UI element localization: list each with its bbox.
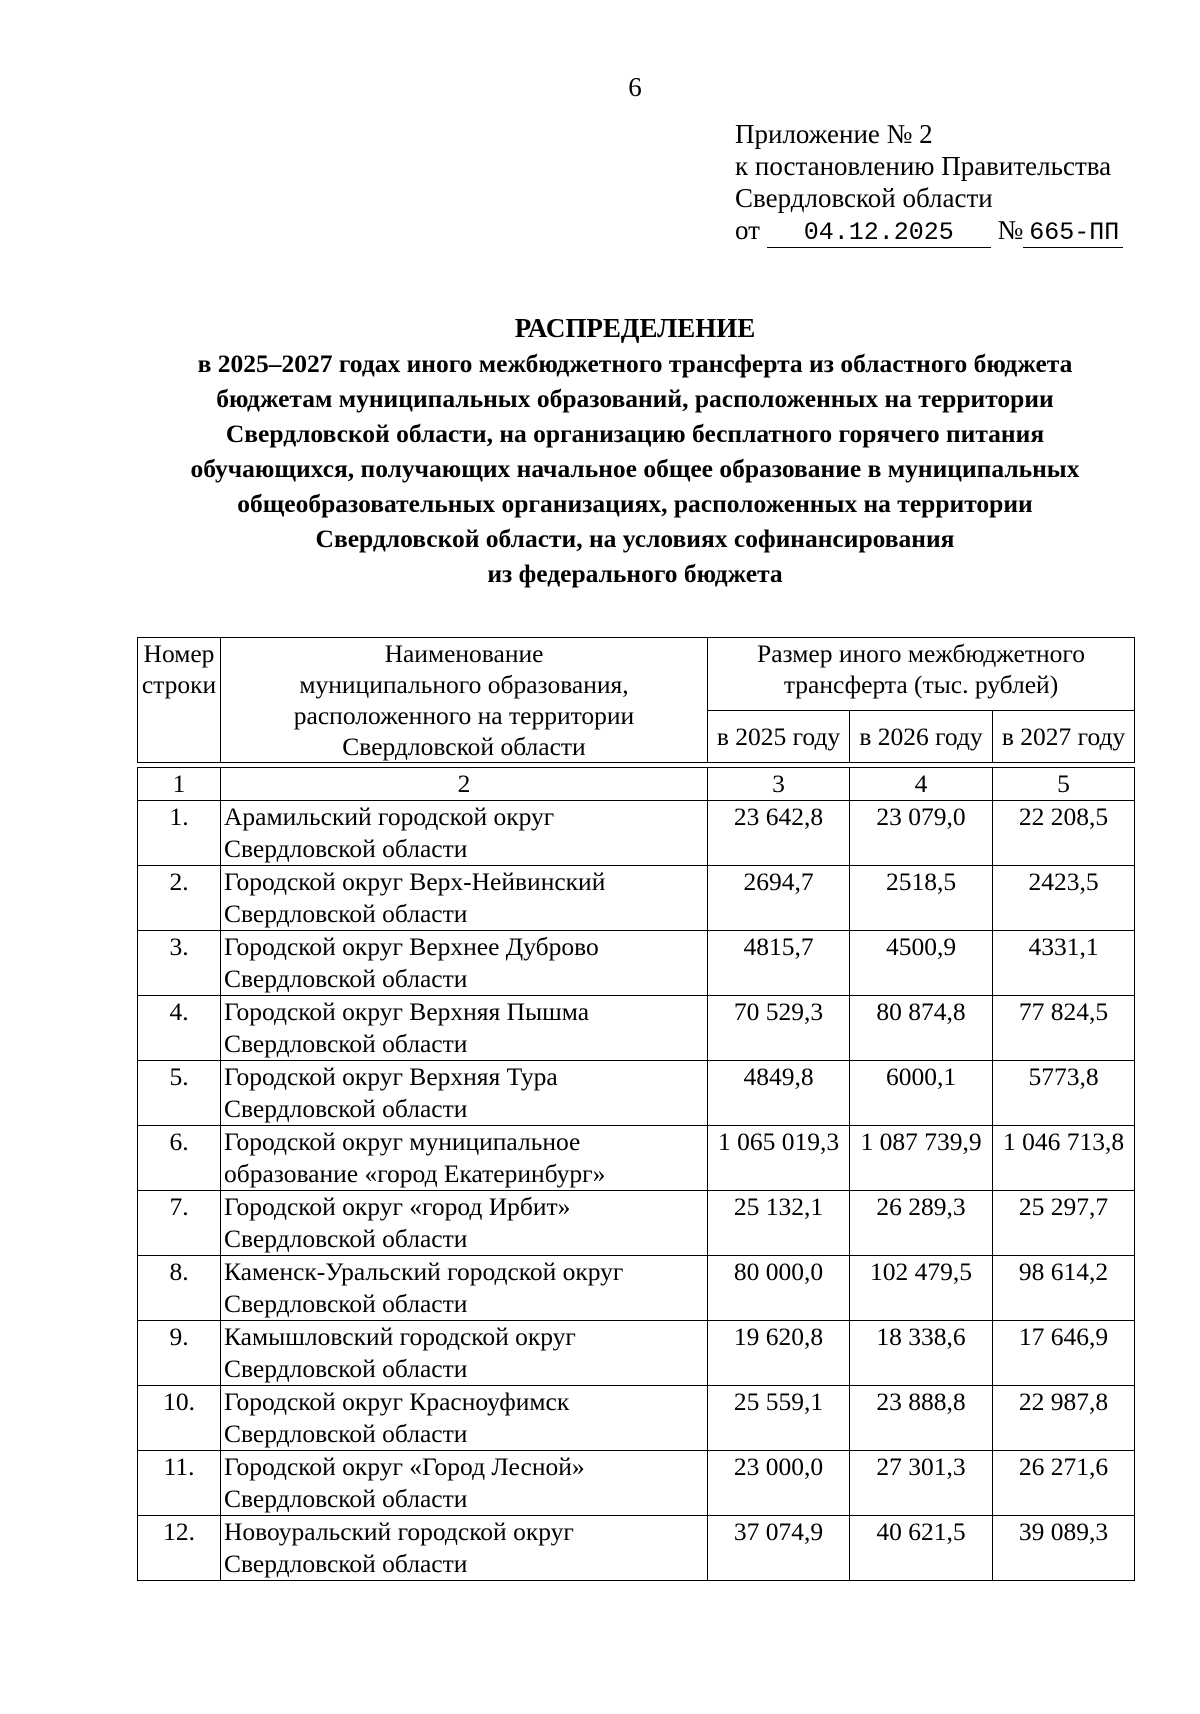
header-row-number [138,638,221,763]
heading-line: общеобразовательных организациях, расположенных на территории [237,489,1033,518]
header-year-2025: в 2025 году [708,711,850,763]
municipality-name [221,996,708,1061]
table-row [138,1386,1135,1451]
amount-2026: 102 479,5 [850,1256,993,1321]
municipality-name-line: Новоуральский городской округ [224,1517,574,1546]
appendix-resolution: к постановлению Правительства [735,151,1112,181]
municipality-name-line: образование «город Екатеринбург» [224,1159,606,1188]
amount-2027: 22 987,8 [993,1386,1135,1451]
header-text: Свердловской области [342,732,586,761]
amount-2027: 17 646,9 [993,1321,1135,1386]
municipality-name-line: Свердловской области [224,1224,468,1253]
amount-2027: 22 208,5 [993,801,1135,866]
amount-2025: 2694,7 [708,866,850,931]
amount-2025: 25 132,1 [708,1191,850,1256]
amount-2026: 18 338,6 [850,1321,993,1386]
table-row [138,1451,1135,1516]
heading-line: Свердловской области, на условиях софинансирования [315,524,955,553]
amount-2025: 25 559,1 [708,1386,850,1451]
header-transfer-amount [708,638,1135,711]
row-number: 2. [138,866,221,931]
column-index: 5 [993,768,1135,801]
header-text: Размер иного межбюджетного [757,639,1085,668]
column-index: 2 [221,768,708,801]
amount-2025: 80 000,0 [708,1256,850,1321]
row-number: 11. [138,1451,221,1516]
municipality-name-line: Свердловской области [224,899,468,928]
amount-2025: 37 074,9 [708,1516,850,1581]
municipality-name-line: Камышловский городской округ [224,1322,576,1351]
amount-2026: 6000,1 [850,1061,993,1126]
municipality-name [221,1061,708,1126]
row-number: 9. [138,1321,221,1386]
resolution-number: 665-ПП [1023,219,1123,248]
table-row [138,1061,1135,1126]
municipality-name [221,1386,708,1451]
table-row [138,931,1135,996]
amount-2026: 23 888,8 [850,1386,993,1451]
heading-line: бюджетам муниципальных образований, расположенных на территории [216,384,1054,413]
municipality-name [221,1451,708,1516]
municipality-name-line: Свердловской области [224,1354,468,1383]
amount-2026: 40 621,5 [850,1516,993,1581]
table-row [138,996,1135,1061]
table-header [137,637,1135,763]
column-index: 3 [708,768,850,801]
row-number: 12. [138,1516,221,1581]
municipality-name-line: Городской округ муниципальное [224,1127,581,1156]
municipality-name-line: Городской округ Верхнее Дуброво [224,932,599,961]
amount-2026: 23 079,0 [850,801,993,866]
municipality-name [221,801,708,866]
municipality-name-line: Свердловской области [224,1029,468,1058]
amount-2026: 4500,9 [850,931,993,996]
municipality-name-line: Свердловской области [224,1419,468,1448]
row-number: 4. [138,996,221,1061]
amount-2025: 4849,8 [708,1061,850,1126]
municipality-name [221,931,708,996]
municipality-name-line: Свердловской области [224,1289,468,1318]
amount-2027: 39 089,3 [993,1516,1135,1581]
header-municipality [221,638,708,763]
appendix-date-line [735,214,1123,248]
amount-2027: 98 614,2 [993,1256,1135,1321]
municipality-name-line: Городской округ Верхняя Пышма [224,997,590,1026]
header-text: Номер [143,639,215,668]
heading-line: в 2025–2027 годах иного межбюджетного трансферта из областного бюджета [197,349,1073,378]
amount-2026: 80 874,8 [850,996,993,1061]
amount-2025: 70 529,3 [708,996,850,1061]
municipality-name-line: Городской округ Верхняя Тура [224,1062,558,1091]
row-number: 3. [138,931,221,996]
header-text: Наименование [384,639,544,668]
amount-2026: 1 087 739,9 [850,1126,993,1191]
page-number: 6 [628,72,642,102]
heading-line: из федерального бюджета [487,559,783,588]
municipality-name-line: Городской округ «город Ирбит» [224,1192,571,1221]
municipality-name [221,1126,708,1191]
column-index: 1 [138,768,221,801]
table-row [138,1126,1135,1191]
municipality-name-line: Каменск-Уральский городской округ [224,1257,624,1286]
table-row [138,1256,1135,1321]
heading-title: РАСПРЕДЕЛЕНИЕ [514,313,756,343]
header-year-2027: в 2027 году [993,711,1135,763]
table-row [138,1191,1135,1256]
row-number: 10. [138,1386,221,1451]
table-row [138,1516,1135,1581]
table-row [138,866,1135,931]
column-index-row [138,768,1135,801]
header-text: трансферта (тыс. рублей) [783,670,1059,699]
number-prefix: № [997,215,1024,245]
municipality-name-line: Свердловской области [224,1484,468,1513]
amount-2027: 5773,8 [993,1061,1135,1126]
amount-2027: 4331,1 [993,931,1135,996]
heading-line: обучающихся, получающих начальное общее образование в муниципальных [190,454,1080,483]
heading-line: Свердловской области, на организацию бесплатного горячего питания [225,419,1045,448]
amount-2027: 26 271,6 [993,1451,1135,1516]
amount-2025: 23 642,8 [708,801,850,866]
amount-2027: 2423,5 [993,866,1135,931]
municipality-name [221,866,708,931]
date-prefix: от [735,215,760,245]
table-row [138,801,1135,866]
amount-2026: 27 301,3 [850,1451,993,1516]
appendix-title: Приложение № 2 [735,119,933,149]
amount-2025: 1 065 019,3 [708,1126,850,1191]
amount-2025: 23 000,0 [708,1451,850,1516]
municipality-name-line: Городской округ Верх-Нейвинский [224,867,606,896]
row-number: 5. [138,1061,221,1126]
municipality-name-line: Свердловской области [224,1549,468,1578]
appendix-region: Свердловской области [735,183,993,213]
appendix-block [735,118,1123,248]
municipality-name-line: Арамильский городской округ [224,802,555,831]
amount-2027: 77 824,5 [993,996,1135,1061]
municipality-name-line: Городской округ «Город Лесной» [224,1452,585,1481]
header-text: строки [141,670,217,699]
amount-2026: 2518,5 [850,866,993,931]
document-heading [0,311,1200,591]
municipality-name-line: Городской округ Красноуфимск [224,1387,570,1416]
municipality-name-line: Свердловской области [224,964,468,993]
column-index: 4 [850,768,993,801]
amount-2026: 26 289,3 [850,1191,993,1256]
table-row [138,1321,1135,1386]
municipality-name [221,1256,708,1321]
row-number: 6. [138,1126,221,1191]
municipality-name-line: Свердловской области [224,834,468,863]
amount-2027: 1 046 713,8 [993,1126,1135,1191]
municipality-name [221,1516,708,1581]
municipality-name [221,1321,708,1386]
row-number: 7. [138,1191,221,1256]
municipality-name-line: Свердловской области [224,1094,468,1123]
amount-2027: 25 297,7 [993,1191,1135,1256]
row-number: 8. [138,1256,221,1321]
resolution-date: 04.12.2025 [767,219,991,248]
distribution-table [137,767,1135,1581]
header-text: расположенного на территории [293,701,635,730]
amount-2025: 4815,7 [708,931,850,996]
header-text: муниципального образования, [299,670,629,699]
amount-2025: 19 620,8 [708,1321,850,1386]
municipality-name [221,1191,708,1256]
row-number: 1. [138,801,221,866]
header-year-2026: в 2026 году [850,711,993,763]
